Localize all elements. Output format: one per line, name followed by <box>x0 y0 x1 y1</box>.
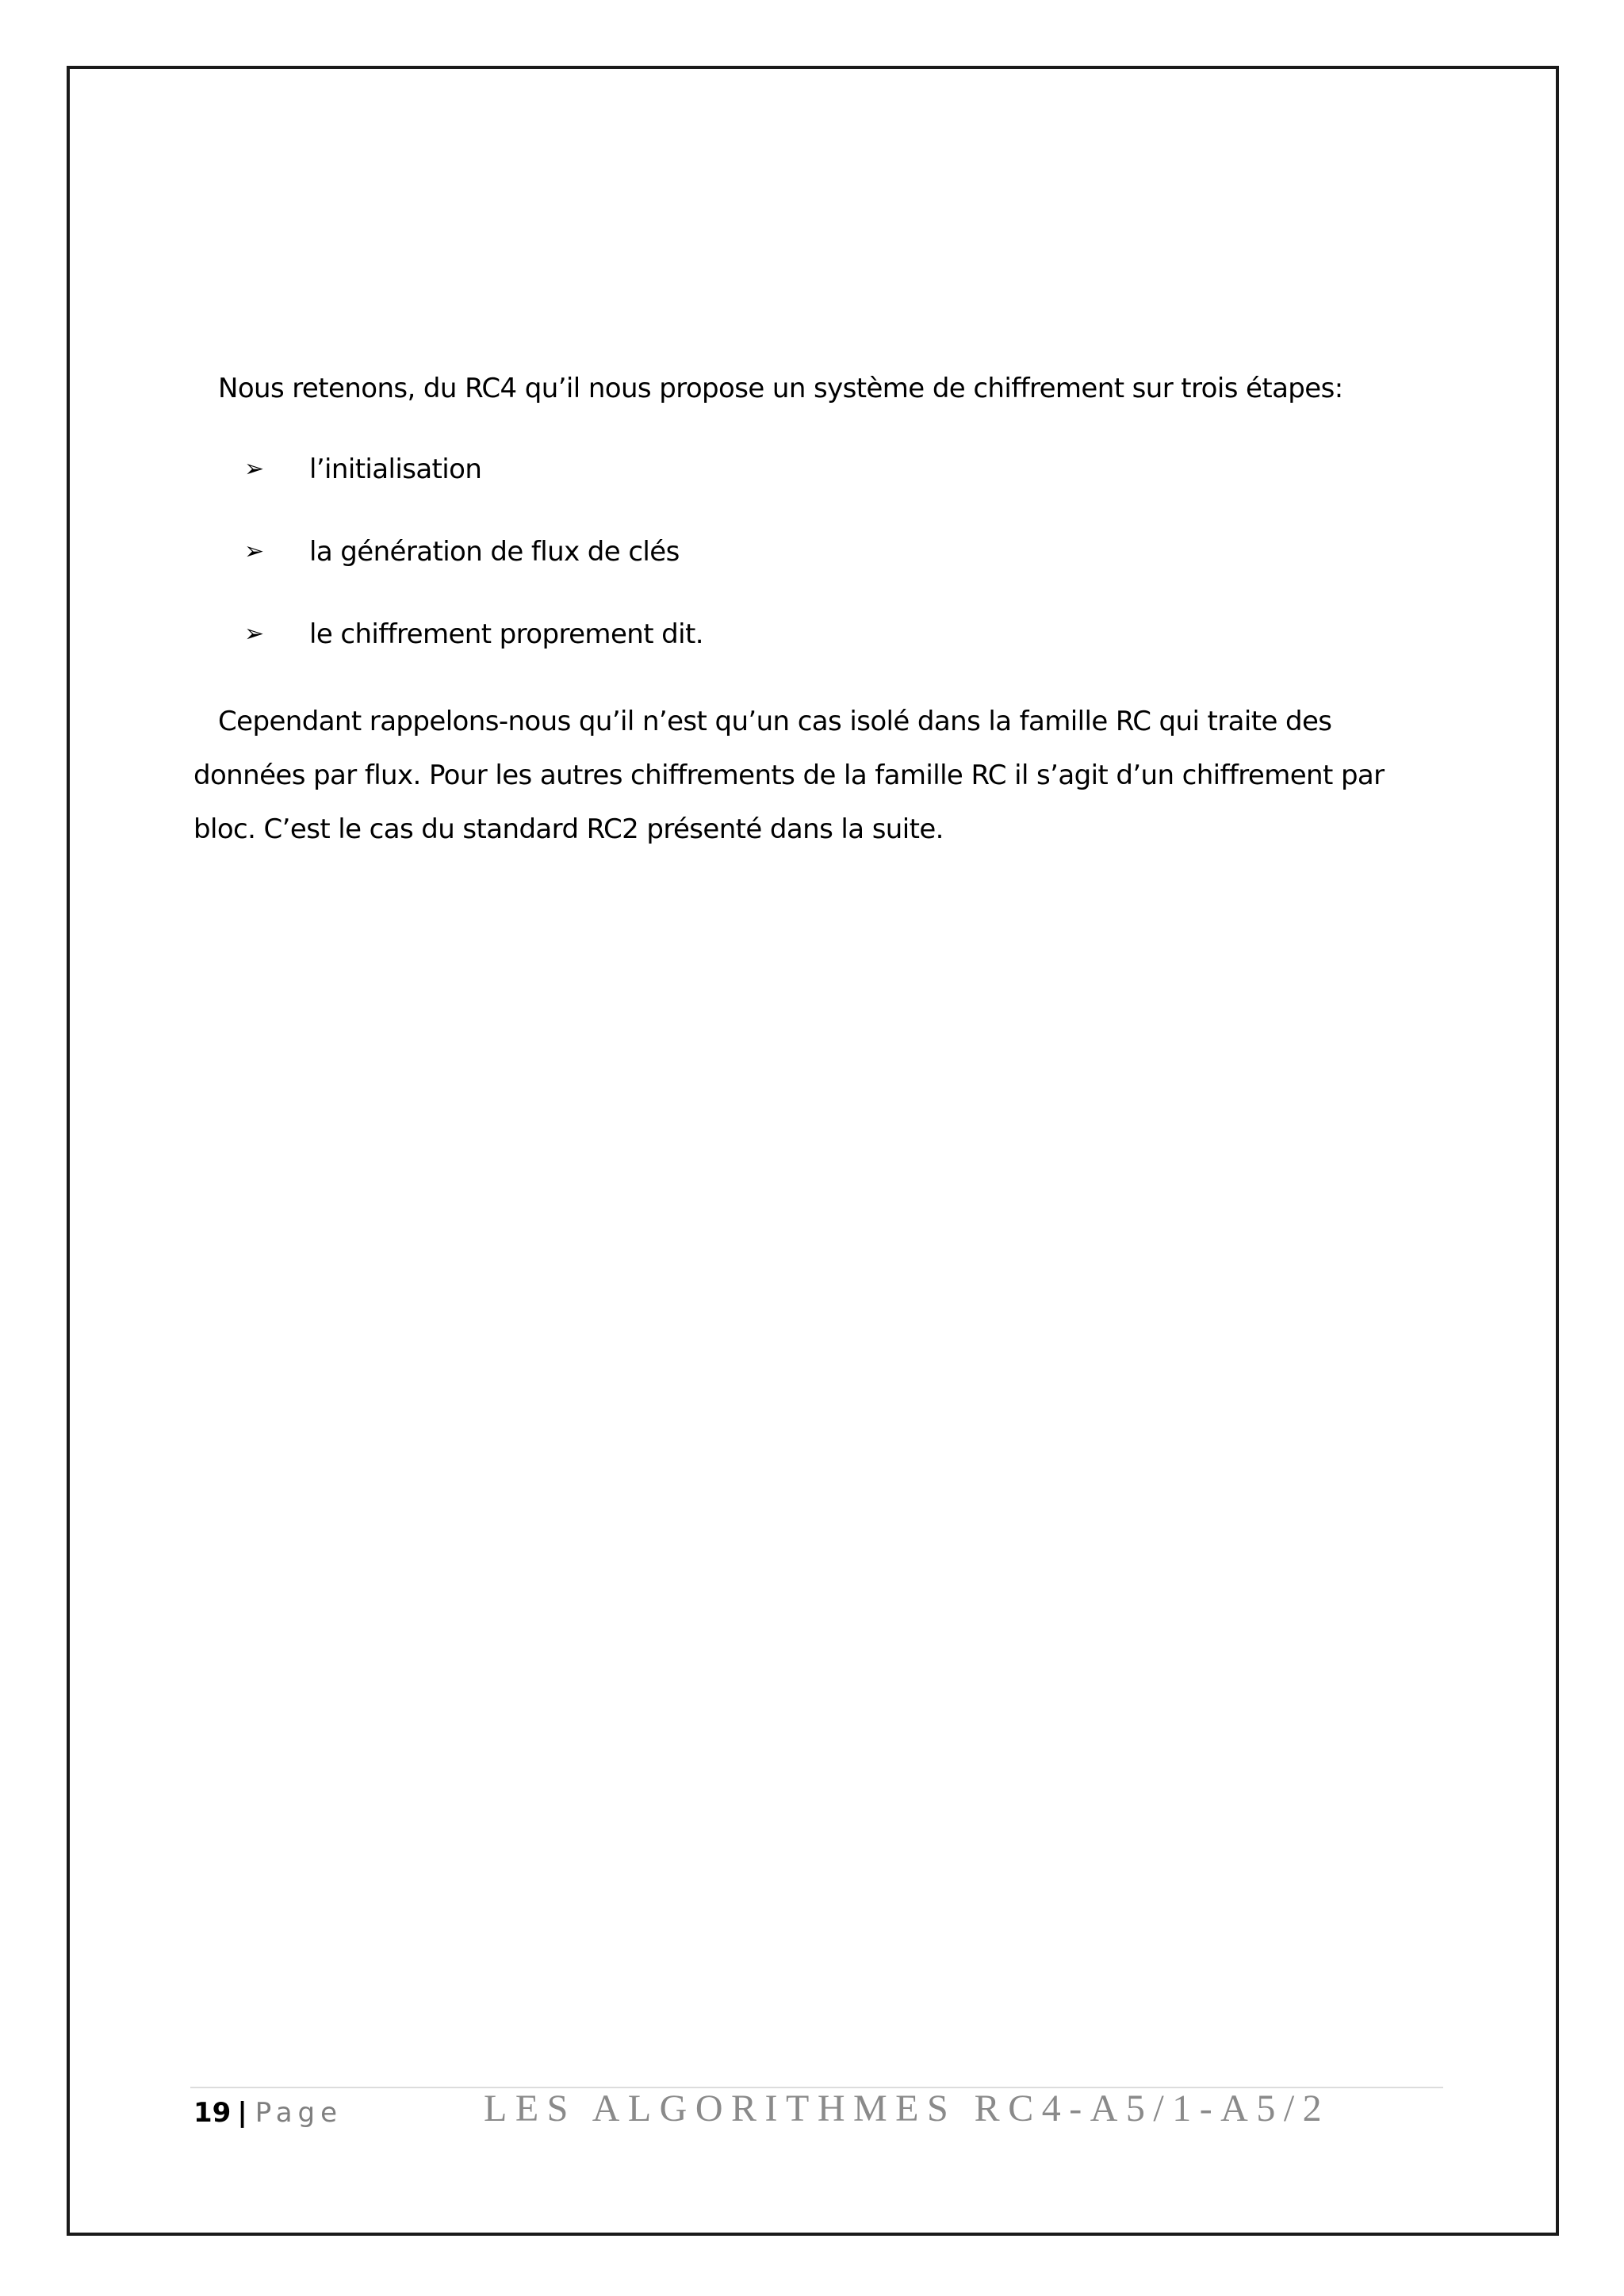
arrowhead-bullet-icon: ➢ <box>244 620 264 648</box>
page-number: 19 <box>193 2097 232 2129</box>
footer-title: LES ALGORITHMES RC4-A5/1-A5/2 <box>484 2087 1331 2130</box>
intro-paragraph: Nous retenons, du RC4 qu’il nous propose un système de chiffrement sur trois étapes: <box>218 373 1343 404</box>
arrowhead-bullet-icon: ➢ <box>244 455 264 483</box>
arrowhead-bullet-icon: ➢ <box>244 538 264 565</box>
body-paragraph: Cependant rappelons-nous qu’il n’est qu’un cas isolé dans la famille RC qui traite des données par flux. Pour les autres chiffrements de la famille RC il s’agit d’un chiffrement par bloc. C’est le cas du standard RC2 présenté dans la suite. <box>193 706 1385 845</box>
step-text: l’initialisation <box>309 453 482 485</box>
step-text: le chiffrement proprement dit. <box>309 618 703 650</box>
footer-page-indicator <box>193 2093 343 2133</box>
step-text: la génération de flux de clés <box>309 536 680 568</box>
page-label: Page <box>255 2097 343 2129</box>
page-separator: | <box>237 2097 247 2129</box>
